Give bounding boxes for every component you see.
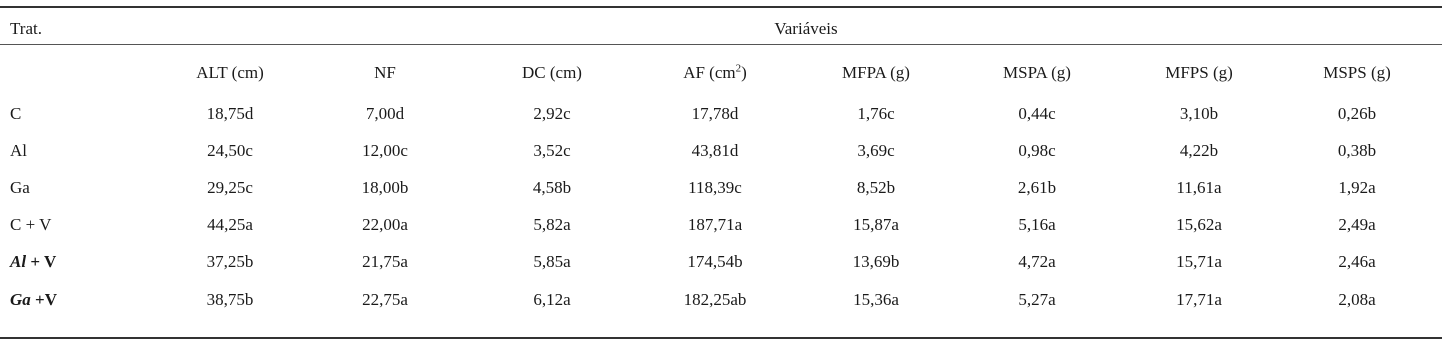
row-label-italic: Ga bbox=[10, 290, 31, 309]
row-label: C bbox=[10, 104, 22, 123]
row-label-suffix: +V bbox=[30, 290, 57, 309]
row-label bbox=[10, 290, 57, 310]
table-cell: 174,54b bbox=[687, 252, 743, 271]
table-cell: 29,25c bbox=[207, 178, 253, 197]
table-cell: 15,62a bbox=[1176, 215, 1222, 234]
table-cell: 118,39c bbox=[688, 178, 742, 197]
table-cell: 44,25a bbox=[207, 215, 253, 234]
table-cell: 2,08a bbox=[1338, 290, 1376, 309]
table-cell: 43,81d bbox=[691, 141, 739, 160]
table-cell: 1,92a bbox=[1338, 178, 1376, 197]
table-cell: 0,98c bbox=[1018, 141, 1056, 160]
row-label bbox=[10, 252, 56, 272]
column-header-dc: DC (cm) bbox=[522, 63, 582, 82]
table-top-rule bbox=[0, 6, 1442, 8]
table-cell: 12,00c bbox=[362, 141, 408, 160]
table-cell: 1,76c bbox=[857, 104, 895, 123]
table-header-rule bbox=[0, 44, 1442, 45]
column-header-msps: MSPS (g) bbox=[1323, 63, 1391, 82]
column-header-mfps: MFPS (g) bbox=[1165, 63, 1233, 82]
table-cell: 11,61a bbox=[1176, 178, 1222, 197]
table-cell: 17,71a bbox=[1176, 290, 1222, 309]
table-cell: 8,52b bbox=[856, 178, 896, 197]
table-cell: 6,12a bbox=[533, 290, 571, 309]
table-cell: 182,25ab bbox=[683, 290, 747, 309]
table-cell: 13,69b bbox=[852, 252, 900, 271]
column-header-alt: ALT (cm) bbox=[196, 63, 264, 82]
corner-header: Trat. bbox=[10, 19, 42, 38]
column-header-nf: NF bbox=[374, 63, 396, 82]
table-cell: 18,75d bbox=[206, 104, 254, 123]
column-header-mspa: MSPA (g) bbox=[1003, 63, 1071, 82]
table-cell: 15,71a bbox=[1176, 252, 1222, 271]
table-cell: 17,78d bbox=[691, 104, 739, 123]
table-cell: 3,69c bbox=[857, 141, 895, 160]
table-cell: 5,85a bbox=[533, 252, 571, 271]
row-label: C + V bbox=[10, 215, 52, 234]
table-cell: 5,27a bbox=[1018, 290, 1056, 309]
table-cell: 5,82a bbox=[533, 215, 571, 234]
table-cell: 4,22b bbox=[1179, 141, 1219, 160]
table-cell: 3,52c bbox=[533, 141, 571, 160]
table-bottom-rule bbox=[0, 337, 1442, 339]
row-label-suffix: + V bbox=[26, 252, 57, 271]
table-cell: 0,44c bbox=[1018, 104, 1056, 123]
row-label-italic: Al bbox=[10, 252, 27, 271]
table-cell: 187,71a bbox=[687, 215, 743, 234]
table-cell: 37,25b bbox=[206, 252, 254, 271]
column-header-mfpa: MFPA (g) bbox=[842, 63, 910, 82]
table-cell: 0,38b bbox=[1337, 141, 1377, 160]
table-cell: 18,00b bbox=[361, 178, 409, 197]
table-cell: 24,50c bbox=[207, 141, 253, 160]
table-cell: 15,36a bbox=[853, 290, 899, 309]
table-cell: 2,49a bbox=[1338, 215, 1376, 234]
table-cell: 2,61b bbox=[1017, 178, 1057, 197]
row-label: Al bbox=[10, 141, 27, 160]
column-header-af: AF $(cm^2)$ bbox=[683, 62, 747, 82]
table-cell: 2,46a bbox=[1338, 252, 1376, 271]
table-cell: 4,58b bbox=[532, 178, 572, 197]
table-cell: 5,16a bbox=[1018, 215, 1056, 234]
table-cell: 21,75a bbox=[362, 252, 408, 271]
table-cell: 3,10b bbox=[1179, 104, 1219, 123]
table-cell: 2,92c bbox=[533, 104, 571, 123]
group-header: Variáveis bbox=[774, 19, 838, 38]
table-cell: 4,72a bbox=[1018, 252, 1056, 271]
table-cell: 7,00d bbox=[365, 104, 405, 123]
table-cell: 15,87a bbox=[853, 215, 899, 234]
table-cell: 38,75b bbox=[206, 290, 254, 309]
table-cell: 22,00a bbox=[362, 215, 408, 234]
row-label: Ga bbox=[10, 178, 30, 197]
table-cell: 22,75a bbox=[362, 290, 408, 309]
table-cell: 0,26b bbox=[1337, 104, 1377, 123]
